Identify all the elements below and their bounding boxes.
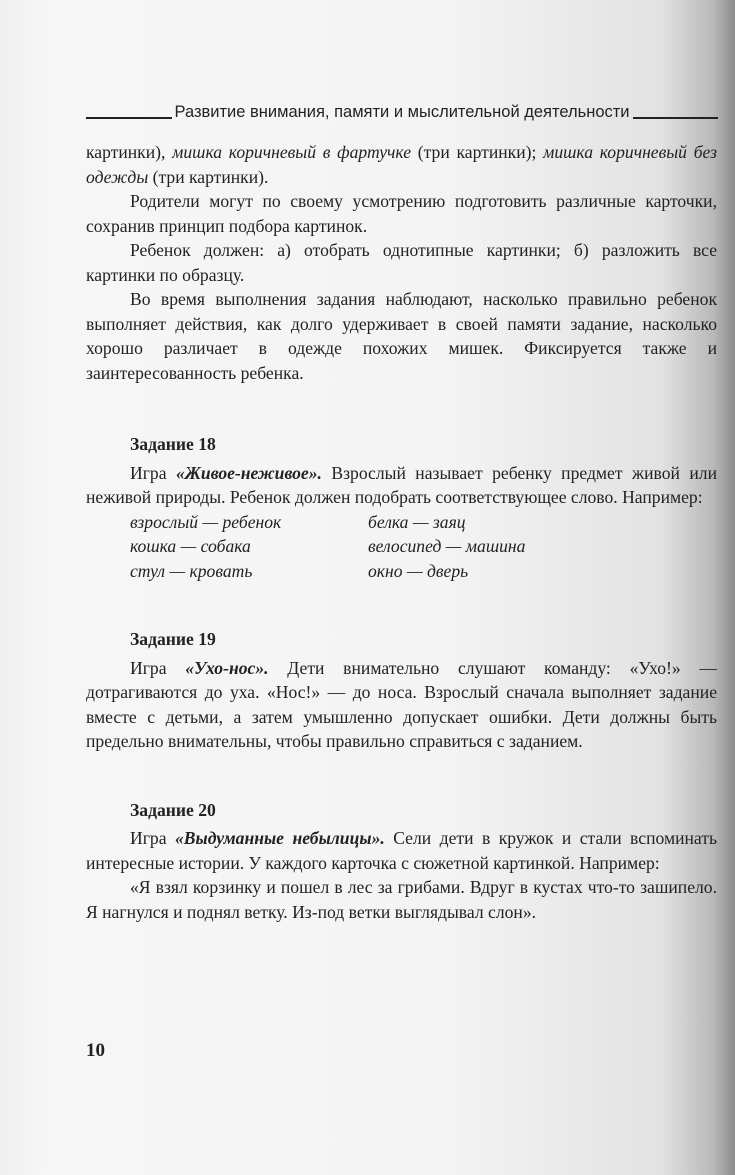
page-body <box>86 140 717 924</box>
example-left: кошка — собака <box>130 536 251 556</box>
text-span: Дети внимательно слушают команду: «Ухо!» — дотрагиваются до уха. «Нос!» — до носа. Взрослый сначала выполняет задание вместе с детьми, а затем умышленно допускает ошибки. Дети должны быть предельно внимательны, чтобы правильно справиться с заданием. <box>86 657 717 751</box>
italic-span: мишка коричневый без одежды <box>86 142 717 187</box>
header-rule-right <box>633 117 719 119</box>
intro-paragraph-4: Во время выполнения задания наблюдают, насколько правильно ребенок выполняет действия, как долго удерживает в своей памяти задание, насколько хорошо различает в одежде похожих мишек. Фиксируется также и заинтересованность ребенка. <box>86 289 717 383</box>
text-span: Игра <box>130 828 175 848</box>
task-20-quote: «Я взял корзинку и пошел в лес за грибами. Вдруг в кустах что-то зашипело. Я нагнулся и поднял ветку. Из-под ветки выглядывал слон». <box>86 877 717 922</box>
intro-paragraph-2: Родители могут по своему усмотрению подготовить различные карточки, сохранив принцип подбора картинок. <box>86 191 717 236</box>
task-20-title: Задание 20 <box>130 799 216 820</box>
game-name: «Выдуманные небылицы». <box>174 828 385 848</box>
text-span: Сели дети в кружок и стали вспоминать интересные истории. У каждого карточка с сюжетной картинкой. Например: <box>86 828 717 873</box>
example-left: стул — кровать <box>130 560 253 581</box>
text-span: Игра <box>130 657 186 678</box>
task-19-title: Задание 19 <box>130 629 216 649</box>
text-span: картинки), <box>86 142 173 162</box>
header-rule-left <box>86 117 172 119</box>
intro-paragraph-3: Ребенок должен: а) отобрать однотипные картинки; б) разложить все картинки по образцу. <box>86 240 717 285</box>
text-span: (три картинки); <box>411 142 544 162</box>
task-18-paragraph <box>86 461 717 510</box>
example-right: белка — заяц <box>368 511 466 532</box>
text-span: (три картинки). <box>148 166 269 187</box>
text-span: Игра <box>130 462 176 483</box>
header-title: Развитие внимания, памяти и мыслительной деятельности <box>174 103 630 121</box>
example-right: велосипед — машина <box>368 536 526 556</box>
italic-span: мишка коричневый в фартучке <box>172 142 412 162</box>
running-header <box>86 103 718 122</box>
example-left: взрослый — ребенок <box>130 511 282 532</box>
intro-paragraph-1 <box>86 140 717 189</box>
task-19-paragraph <box>86 656 717 754</box>
example-right: окно — дверь <box>368 560 469 581</box>
page-number: 10 <box>86 1040 105 1061</box>
game-name: «Ухо-нос». <box>185 657 269 678</box>
example-row <box>130 510 717 535</box>
text-span: Взрослый называет ребенку предмет живой или неживой природы. Ребенок должен подобрать соответствующее слово. Например: <box>86 462 717 507</box>
task-20-paragraph <box>86 826 717 875</box>
example-row <box>130 534 717 559</box>
task-18-title: Задание 18 <box>130 434 216 454</box>
task-18-examples <box>130 510 717 584</box>
example-row <box>130 559 717 584</box>
game-name: «Живое-неживое». <box>175 462 322 483</box>
